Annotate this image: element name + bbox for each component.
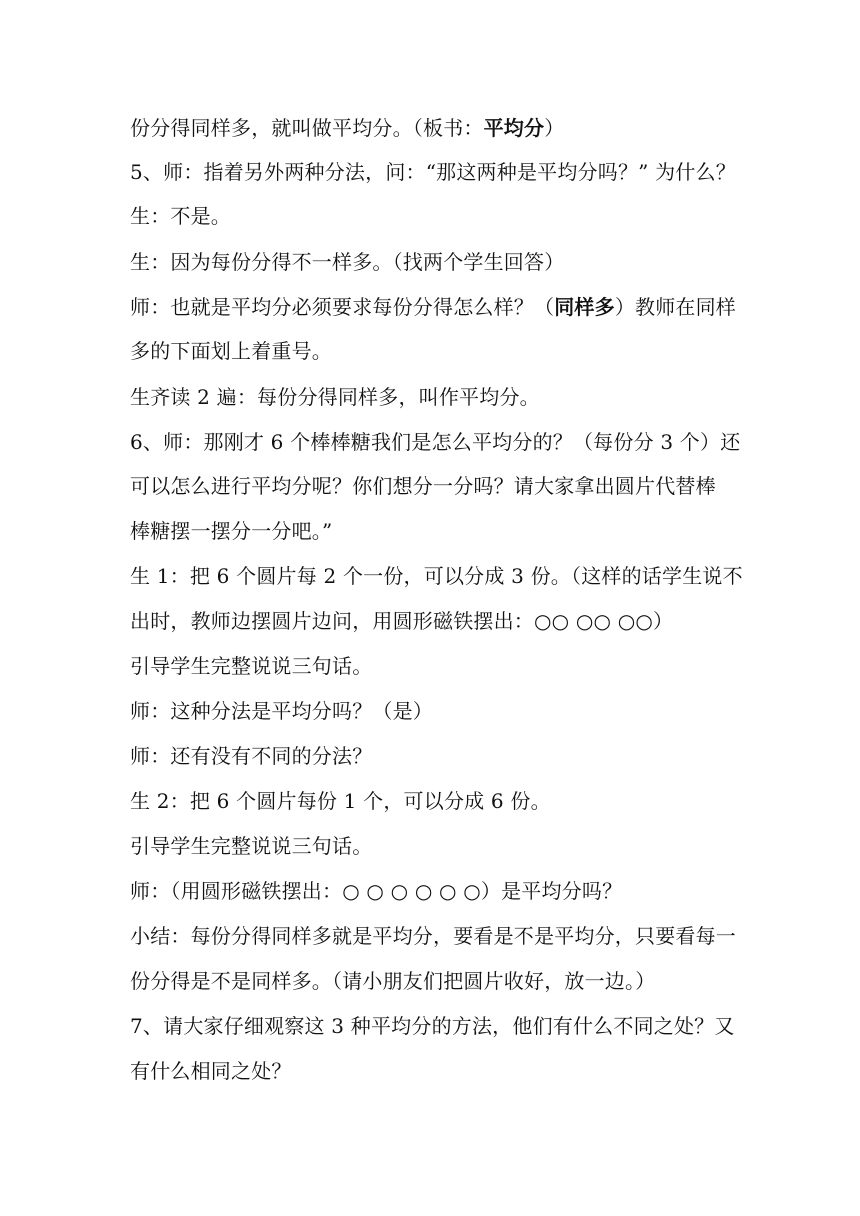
text-run: ）教师在同样: [614, 295, 737, 319]
text-line: 师：这种分法是平均分吗？（是）: [130, 699, 433, 723]
text-line: 生 1：把 6 个圆片每 2 个一份，可以分成 3 份。（这样的话学生说不: [130, 564, 743, 588]
bold-term: 同样多: [554, 295, 615, 319]
text-line: [130, 116, 750, 140]
text-run: 师：也就是平均分必须要求每份分得怎么样？（: [130, 295, 555, 319]
text-line: 有什么相同之处？: [130, 1059, 292, 1083]
text-line: 可以怎么进行平均分呢？你们想分一分吗？请大家拿出圆片代替棒: [130, 474, 716, 498]
text-line: 生 2：把 6 个圆片每份 1 个，可以分成 6 份。: [130, 789, 551, 813]
text-line: 生：不是。: [130, 204, 231, 228]
bold-term: 平均分: [483, 116, 545, 140]
text-line: 7、请大家仔细观察这 3 种平均分的方法，他们有什么不同之处？又: [130, 1014, 735, 1038]
text-line: 多的下面划上着重号。: [130, 339, 332, 363]
text-line: [130, 295, 750, 319]
text-line: 6、师：那刚才 6 个棒棒糖我们是怎么平均分的？（每份分 3 个）还: [130, 430, 741, 454]
text-line: 师：还有没有不同的分法？: [130, 744, 373, 768]
text-line: 生：因为每份分得不一样多。（找两个学生回答）: [130, 250, 565, 274]
text-line: 棒糖摆一摆分一分吧。”: [130, 519, 333, 543]
text-run: ）: [544, 116, 565, 140]
text-line: 引导学生完整说说三句话。: [130, 654, 373, 678]
text-line: 份分得是不是同样多。（请小朋友们把圆片收好，放一边。）: [130, 969, 656, 993]
text-line: 5、师：指着另外两种分法，问：“那这两种是平均分吗？” 为什么？: [130, 160, 736, 184]
text-line: 生齐读 2 遍：每份分得同样多，叫作平均分。: [130, 385, 540, 409]
text-run: 份分得同样多，就叫做平均分。（板书：: [130, 116, 484, 140]
text-line: 出时，教师边摆圆片边问，用圆形磁铁摆出：○○ ○○ ○○）: [130, 609, 674, 633]
text-line: 引导学生完整说说三句话。: [130, 834, 373, 858]
text-line: 小结：每份分得同样多就是平均分，要看是不是平均分，只要看每一: [130, 924, 736, 948]
text-line: 师：（用圆形磁铁摆出：○ ○ ○ ○ ○ ○）是平均分吗？: [130, 879, 623, 903]
